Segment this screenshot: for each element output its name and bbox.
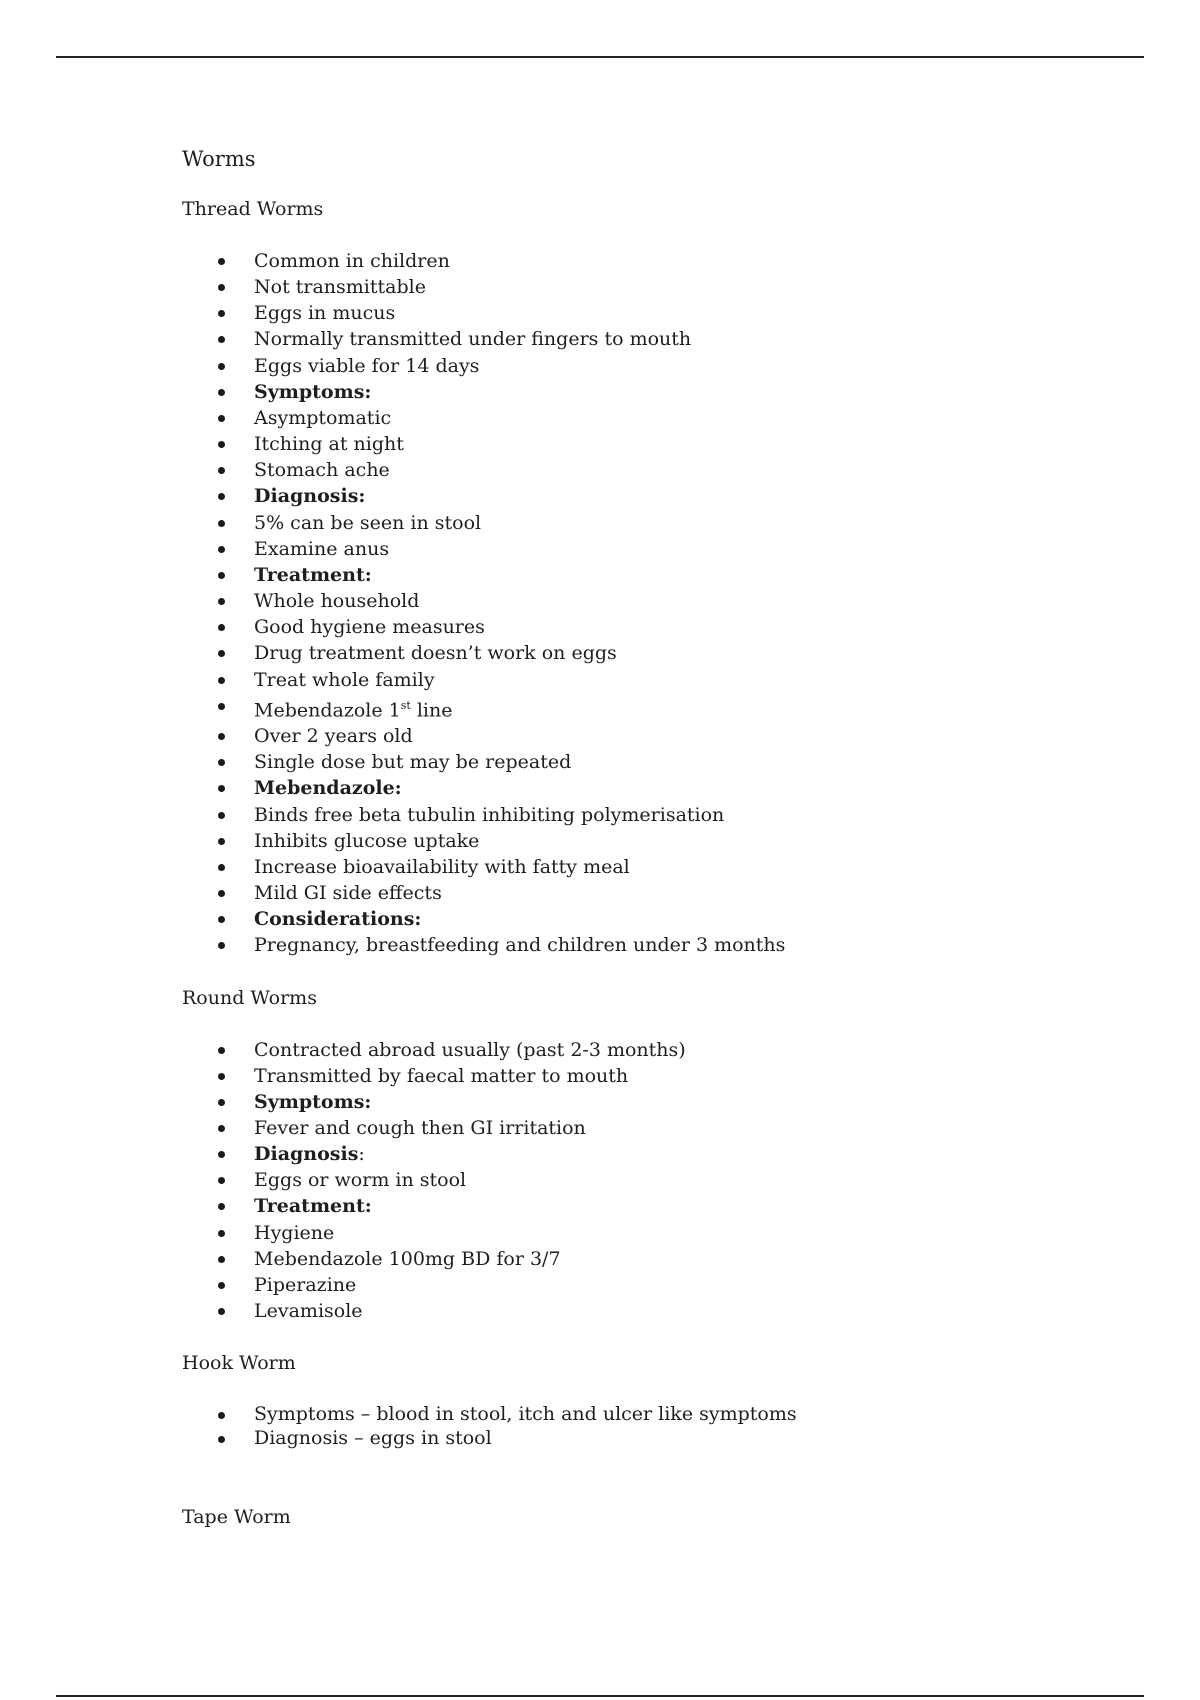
list-item-text: Symptoms – blood in stool, itch and ulcer like symptoms — [254, 1403, 797, 1426]
bullet-icon — [218, 1203, 225, 1210]
list-item-text: Mebendazole 100mg BD for 3/7 — [254, 1247, 561, 1270]
list-item — [182, 1115, 1082, 1141]
list-item — [182, 1193, 1082, 1219]
list-item — [182, 1089, 1082, 1115]
list-item — [182, 693, 1082, 723]
bullet-icon — [218, 520, 225, 527]
bullet-icon — [218, 363, 225, 370]
list-item — [182, 880, 1082, 906]
bullet-icon — [218, 258, 225, 265]
list-item — [182, 828, 1082, 854]
list-item-text: Transmitted by faecal matter to mouth — [254, 1064, 629, 1087]
list-item-text: Piperazine — [254, 1273, 357, 1296]
list-item — [182, 405, 1082, 431]
list-item-suffix: : — [358, 1143, 365, 1166]
list-item — [182, 326, 1082, 352]
list-item — [182, 667, 1082, 693]
list-item — [182, 640, 1082, 666]
section-tape-worm — [182, 1504, 1082, 1530]
list-item-text: Not transmittable — [254, 276, 426, 299]
list-item — [182, 1426, 1082, 1450]
list-item — [182, 536, 1082, 562]
list-item-text: Hygiene — [254, 1221, 335, 1244]
list-item-text: Levamisole — [254, 1300, 363, 1323]
bullet-icon — [218, 677, 225, 684]
bullet-icon — [218, 785, 225, 792]
list-item-text: Inhibits glucose uptake — [254, 829, 480, 852]
list-item — [182, 483, 1082, 509]
list-item-text: Mebendazole: — [254, 777, 402, 800]
bullet-icon — [218, 598, 225, 605]
bullet-icon — [218, 1047, 225, 1054]
list-item — [182, 1298, 1082, 1324]
section-title: Hook Worm — [182, 1352, 296, 1375]
bullet-icon — [218, 1151, 225, 1158]
list-item — [182, 614, 1082, 640]
bullet-icon — [218, 1308, 225, 1315]
list-item — [182, 562, 1082, 588]
list-item-text: Single dose but may be repeated — [254, 751, 572, 774]
list-item-text: Common in children — [254, 250, 450, 272]
bullet-list — [182, 1402, 1082, 1450]
superscript: st — [400, 698, 411, 712]
list-item-text: Eggs viable for 14 days — [254, 354, 480, 377]
list-item-text: Asymptomatic — [254, 406, 392, 429]
list-item-text: Stomach ache — [254, 459, 390, 482]
bullet-icon — [218, 441, 225, 448]
list-item — [182, 588, 1082, 614]
bullet-icon — [218, 546, 225, 553]
bullet-icon — [218, 284, 225, 291]
list-item-text: Good hygiene measures — [254, 616, 485, 639]
list-item-text: Symptoms: — [254, 1090, 372, 1113]
list-item-text: Itching at night — [254, 433, 404, 456]
list-item — [182, 932, 1082, 958]
bullet-icon — [218, 493, 225, 500]
list-item-text: Diagnosis: — [254, 485, 366, 508]
bullet-icon — [218, 1073, 225, 1080]
list-item — [182, 1246, 1082, 1272]
bottom-rule — [56, 1695, 1144, 1697]
bullet-icon — [218, 759, 225, 766]
bullet-icon — [218, 1412, 225, 1419]
list-item — [182, 1272, 1082, 1298]
list-item-text: Pregnancy, breastfeeding and children under 3 months — [254, 934, 786, 957]
list-item — [182, 274, 1082, 300]
bullet-icon — [218, 1177, 225, 1184]
list-item — [182, 510, 1082, 536]
bullet-icon — [218, 1099, 225, 1106]
bullet-icon — [218, 942, 225, 949]
document-body — [182, 144, 1082, 1530]
bullet-icon — [218, 624, 225, 631]
list-item-text: Binds free beta tubulin inhibiting polymerisation — [254, 803, 725, 826]
bullet-icon — [218, 467, 225, 474]
list-item — [182, 802, 1082, 828]
list-item-text: Over 2 years old — [254, 725, 413, 748]
section-thread-worms — [182, 196, 1082, 959]
bullet-icon — [218, 415, 225, 422]
list-item-text: Increase bioavailability with fatty meal — [254, 855, 630, 878]
list-item-text: Diagnosis — [254, 1143, 359, 1166]
list-item-text: Contracted abroad usually (past 2-3 months) — [254, 1038, 686, 1061]
bullet-icon — [218, 572, 225, 579]
bullet-icon — [218, 389, 225, 396]
bullet-list — [182, 1037, 1082, 1325]
bullet-icon — [218, 890, 225, 897]
section-title: Round Worms — [182, 986, 317, 1009]
list-item — [182, 854, 1082, 880]
bullet-icon — [218, 310, 225, 317]
list-item-text: Fever and cough then GI irritation — [254, 1117, 586, 1140]
list-item — [182, 1037, 1082, 1063]
list-item-text: Drug treatment doesn’t work on eggs — [254, 642, 617, 665]
section-title: Thread Worms — [182, 198, 324, 220]
document-title: Worms — [182, 147, 256, 171]
list-item — [182, 1141, 1082, 1167]
list-item-text: Normally transmitted under fingers to mouth — [254, 328, 692, 351]
list-item-text: Eggs or worm in stool — [254, 1169, 467, 1192]
list-item — [182, 300, 1082, 326]
top-rule — [56, 56, 1144, 58]
bullet-icon — [218, 336, 225, 343]
bullet-icon — [218, 1436, 225, 1443]
bullet-list — [182, 248, 1082, 959]
list-item-text: Examine anus — [254, 537, 390, 560]
bullet-icon — [218, 1125, 225, 1132]
bullet-icon — [218, 812, 225, 819]
list-item — [182, 723, 1082, 749]
list-item — [182, 749, 1082, 775]
list-item-suffix: line — [410, 698, 453, 721]
list-item — [182, 1063, 1082, 1089]
list-item — [182, 457, 1082, 483]
bullet-icon — [218, 838, 225, 845]
list-item — [182, 353, 1082, 379]
list-item — [182, 248, 1082, 274]
list-item-text: Whole household — [254, 590, 420, 613]
list-item — [182, 1220, 1082, 1246]
list-item — [182, 906, 1082, 932]
bullet-icon — [218, 916, 225, 923]
list-item-text: Treatment: — [254, 563, 372, 586]
bullet-icon — [218, 703, 225, 710]
list-item-text: Mild GI side effects — [254, 882, 442, 905]
list-item — [182, 379, 1082, 405]
list-item-text: 5% can be seen in stool — [254, 511, 482, 534]
list-item-text: Treatment: — [254, 1195, 372, 1218]
section-hook-worm — [182, 1350, 1082, 1450]
bullet-icon — [218, 733, 225, 740]
list-item — [182, 1167, 1082, 1193]
bullet-icon — [218, 1256, 225, 1263]
list-item-text: Treat whole family — [254, 668, 435, 691]
list-item-text: Symptoms: — [254, 380, 372, 403]
list-item-text: Mebendazole 1 — [254, 698, 401, 721]
list-item — [182, 431, 1082, 457]
list-item — [182, 1402, 1082, 1426]
bullet-icon — [218, 1282, 225, 1289]
list-item-text: Diagnosis – eggs in stool — [254, 1427, 492, 1450]
bullet-icon — [218, 650, 225, 657]
list-item-text: Considerations: — [254, 908, 422, 931]
bullet-icon — [218, 864, 225, 871]
bullet-icon — [218, 1230, 225, 1237]
section-title: Tape Worm — [182, 1506, 291, 1529]
list-item — [182, 775, 1082, 801]
list-item-text: Eggs in mucus — [254, 302, 396, 325]
section-round-worms — [182, 985, 1082, 1325]
